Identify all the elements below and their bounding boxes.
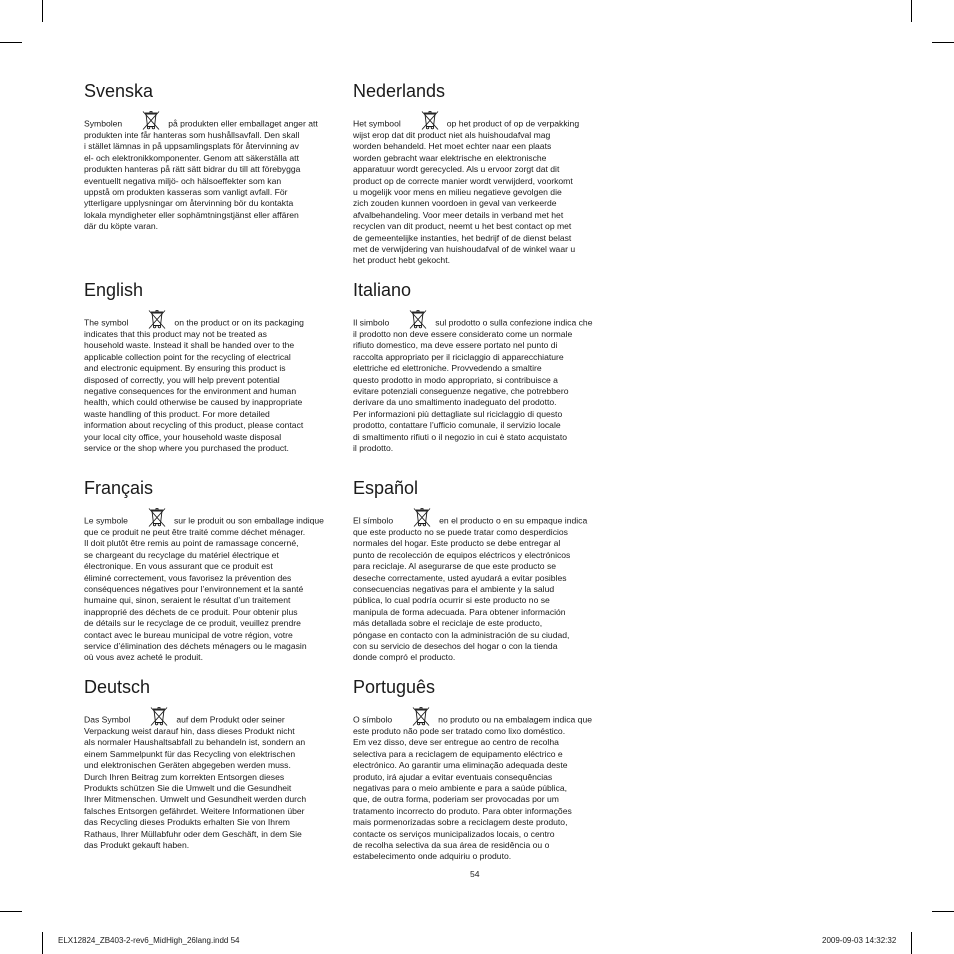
lead-text: Le symbole [84,515,128,526]
lead-text-after: sur le produit ou son emballage indique [173,515,324,526]
body-text: wijst erop dat dit product niet als huishoudafval mag worden behandeld. Het moet echter naar een plaats worden gebracht waar elektrische en elektronische apparatuur wordt gerecycled. Als u ervoor zorgt dat dit product op de correcte manier wordt verwijderd, voorkomt u mogelijk voor mens en milieu negatieve gevolgen die zich zouden kunnen voordoen in geval van verkeerde afvalbehandeling. Voor meer details in verband met het recyclen van dit product, neemt u het best contact op met de gemeentelijke instanties, het bedrijf of de dienst belast met de verwijdering van huishoudafval of de winkel waar u het product hebt gekocht. [353,130,576,266]
crossed-out-wheelie-bin-icon [419,110,441,130]
section-title: Italiano [353,280,412,300]
slug-file-info: ELX12824_ZB403-2-rev6_MidHigh_26lang.indd 54 [58,936,240,945]
lead-text: O símbolo [353,714,393,725]
crop-mark [0,911,22,912]
section-nederlands [353,80,603,267]
lead-text: El símbolo [353,515,394,526]
lead-text: The symbol [84,317,129,328]
section-portugues [353,676,603,863]
body-text: indicates that this product may not be treated as household waste. Instead it shall be handed over to the applicable collection point for the recycling of electrical and electronic equipment. By ensuring this product is disposed of correctly, you will help prevent potential negative consequences for the environment and human health, which could otherwise be caused by inappropriate waste handling of this product. For more detailed information about recycling of this product, please contact your local city office, your household waste disposal service or the shop where you purchased the product. [84,329,304,454]
section-title: Deutsch [84,677,151,697]
crossed-out-wheelie-bin-icon [146,507,168,527]
section-title: Español [353,478,419,498]
section-body [84,706,334,851]
section-deutsch [84,676,334,851]
lead-text-after: på produkten eller emballaget anger att [168,118,318,129]
section-english [84,279,334,454]
slug-datetime: 2009-09-03 14:32:32 [822,936,897,945]
body-text: este produto não pode ser tratado como lixo doméstico. Em vez disso, deve ser entregue ao centro de recolha selectiva para a reciclagem de equipamento eléctrico e electrónico. Ao garantir uma eliminação adequada deste produto, irá ajudar a evitar eventuais consequências negativas para o meio ambiente e para a saúde pública, que, de outra forma, poderiam ser provocadas por um tratamento incorrecto do produto. Para obter informações mais pormenorizadas sobre a reciclagem deste produto, contacte os serviços municipalizados locais, o centro de recolha selectiva da sua área de residência ou o estabelecimento onde adquiriu o produto. [353,726,572,862]
section-body [84,309,334,454]
crossed-out-wheelie-bin-icon [410,706,432,726]
section-italiano [353,279,603,454]
section-title: English [84,280,144,300]
crop-mark [42,932,43,954]
section-espanol [353,477,603,664]
crop-mark [0,42,22,43]
lead-text: Het symbool [353,118,401,129]
crossed-out-wheelie-bin-icon [140,110,162,130]
lead-text-after: sul prodotto o sulla confezione indica che [435,317,593,328]
section-body [84,507,334,664]
section-francais [84,477,334,664]
crop-mark [911,932,912,954]
crop-mark [42,0,43,22]
crossed-out-wheelie-bin-icon [407,309,429,329]
lead-text: Symbolen [84,118,123,129]
section-body [353,309,603,454]
lead-text-after: auf dem Produkt oder seiner [176,714,285,725]
crossed-out-wheelie-bin-icon [148,706,170,726]
crossed-out-wheelie-bin-icon [146,309,168,329]
crop-mark [932,42,954,43]
crossed-out-wheelie-bin-icon [411,507,433,527]
section-body [353,706,603,863]
lead-text-after: en el producto o en su empaque indica [439,515,588,526]
section-title: Nederlands [353,81,446,101]
crop-mark [911,0,912,22]
section-body [84,110,334,233]
section-title: Svenska [84,81,154,101]
body-text: que este producto no se puede tratar como desperdicios normales del hogar. Este producto se debe entregar al punto de recolección de equipos eléctricos y electrónicos para reciclaje. Al asegurarse de que este producto se deseche correctamente, usted ayudará a evitar posibles consecuencias negativas para el ambiente y la salud pública, lo cual podría ocurrir si este producto no se manipula de forma adecuada. Para obtener información más detallada sobre el reciclaje de este producto, póngase en contacto con la administración de su ciudad, con su servicio de desechos del hogar o con la tienda donde compró el producto. [353,527,571,663]
lead-text-after: on the product or on its packaging [174,317,304,328]
section-title: Français [84,478,154,498]
page-number: 54 [470,869,480,879]
lead-text-after: op het product of op de verpakking [446,118,580,129]
section-svenska [84,80,334,233]
lead-text-after: no produto ou na embalagem indica que [438,714,593,725]
body-text: Verpackung weist darauf hin, dass dieses Produkt nicht als normaler Haushaltsabfall zu behandeln ist, sondern an einem Sammelpunkt für das Recycling von elektrischen und elektronischen Geräten abgegeben werden muss. Durch Ihren Beitrag zum korrekten Entsorgen dieses Produkts schützen Sie die Umwelt und die Gesundheit Ihrer Mitmenschen. Umwelt und Gesundheit werden durch falsches Entsorgen gefährdet. Weitere Informationen über das Recycling dieses Produkts erhalten Sie von Ihrem Rathaus, Ihrer Müllabfuhr oder dem Geschäft, in dem Sie das Produkt gekauft haben. [84,726,307,851]
body-text: produkten inte får hanteras som hushållsavfall. Den skall i stället lämnas in på uppsamlingsplats för återvinning av el- och elektronikkomponenter. Genom att säkerställa att produkten hanteras på rätt sätt bidrar du till att förebygga eventuellt negativa miljö- och hälsoeffekter som kan uppstå om produkten kasseras som vanligt avfall. För ytterligare upplysningar om återvinning bör du kontakta lokala myndigheter eller sophämtningstjänst eller affären där du köpte varan. [84,130,301,232]
lead-text: Il simbolo [353,317,390,328]
lead-text: Das Symbol [84,714,131,725]
crop-mark [932,911,954,912]
section-body [353,507,603,664]
body-text: il prodotto non deve essere considerato come un normale rifiuto domestico, ma deve essere portato nel punto di raccolta appropriato per il riciclaggio di apparecchiature elettriche ed elettroniche. Provvedendo a smaltire questo prodotto in modo appropriato, si contribuisce a evitare potenziali conseguenze negative, che potrebbero derivare da uno smaltimento inadeguato del prodotto. Per informazioni più dettagliate sul riciclaggio di questo prodotto, contattare l’ufficio comunale, il servizio locale di smaltimento rifiuti o il negozio in cui è stato acquistato il prodotto. [353,329,573,454]
section-title: Português [353,677,436,697]
section-body [353,110,603,267]
body-text: que ce produit ne peut être traité comme déchet ménager. Il doit plutôt être remis au point de ramassage concerné, se chargeant du recyclage du matériel électrique et électronique. En vous assurant que ce produit est éliminé correctement, vous favorisez la prévention des conséquences négatives pour l’environnement et la santé humaine qui, sinon, seraient le résultat d’un traitement inapproprié des déchets de ce produit. Pour obtenir plus de détails sur le recyclage de ce produit, veuillez prendre contact avec le bureau municipal de votre région, votre service d’élimination des déchets ménagers ou le magasin où vous avez acheté le produit. [84,527,307,663]
